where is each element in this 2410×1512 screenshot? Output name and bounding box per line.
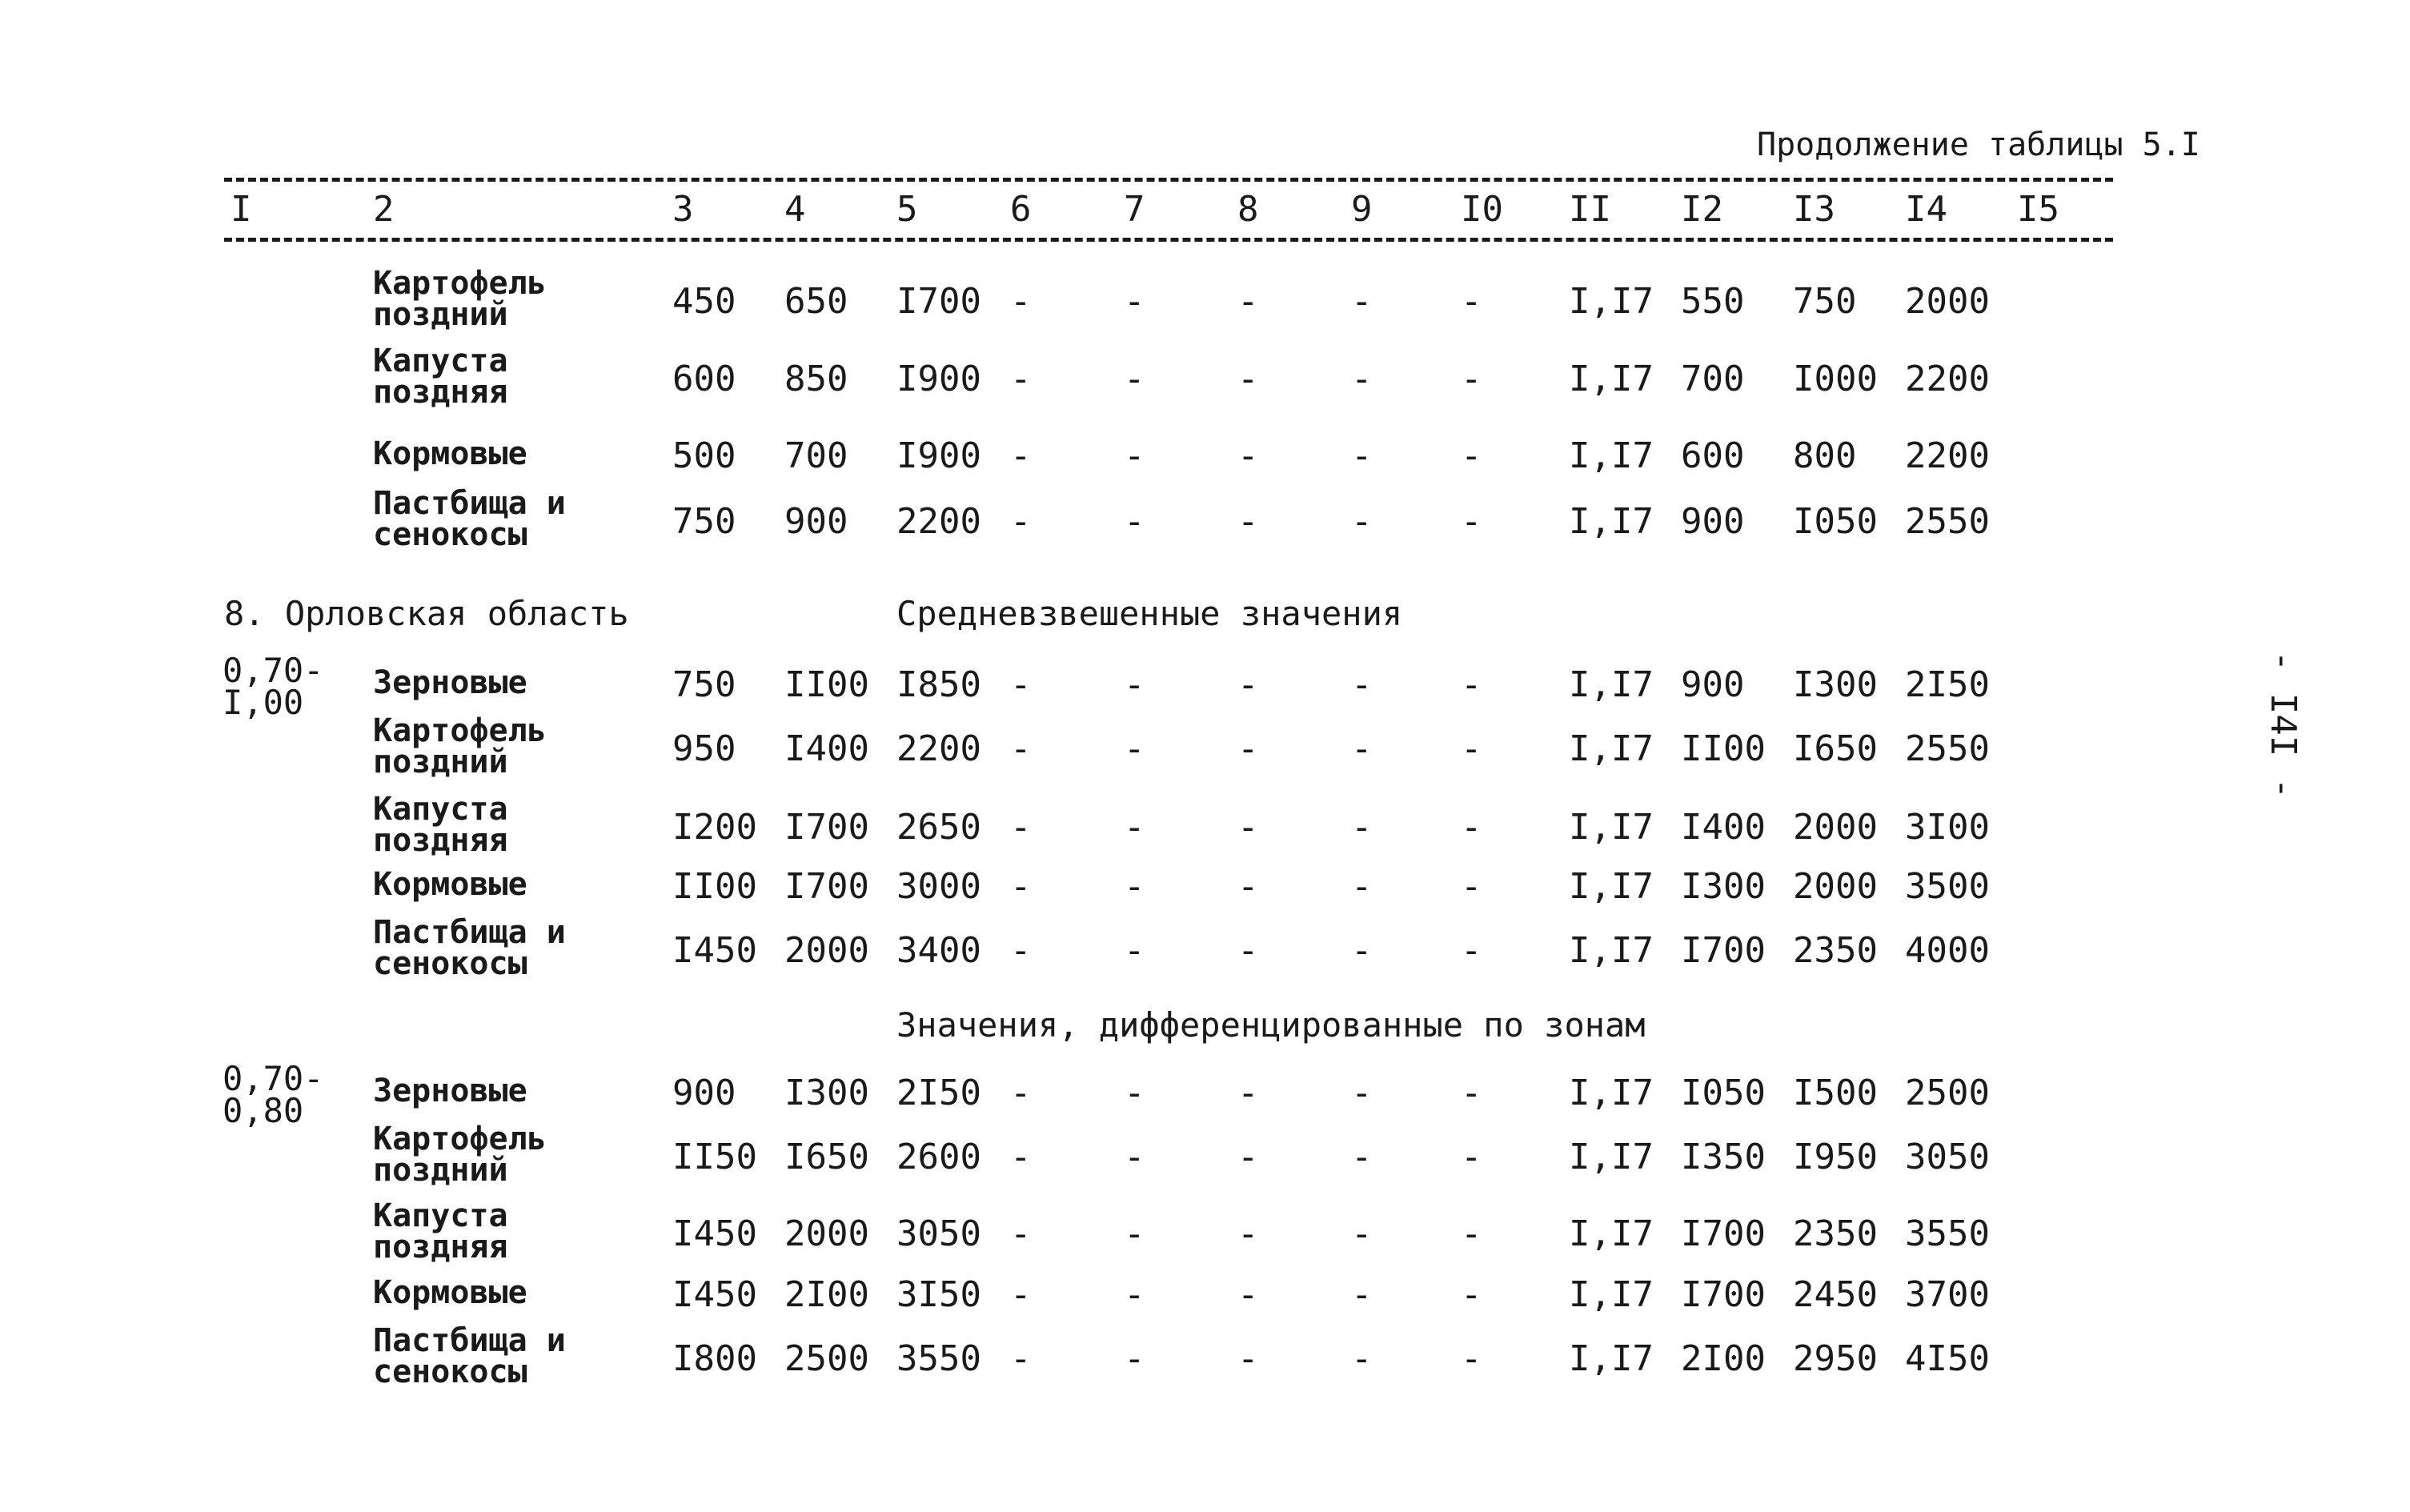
cell-value: -	[1461, 866, 1482, 907]
cell-value: 600	[672, 359, 736, 399]
cell-value: I,I7	[1569, 435, 1654, 476]
cell-value: 2500	[784, 1338, 869, 1379]
header-rule-top	[224, 178, 2113, 182]
crop-name-line: Кормовые	[373, 435, 527, 472]
cell-value: 2000	[1793, 807, 1878, 848]
cell-value: 3700	[1905, 1274, 1990, 1315]
cell-value: I900	[896, 359, 981, 399]
cell-value: 700	[784, 435, 848, 476]
range-code-line: 0,80	[223, 1091, 304, 1130]
crop-name-line: сенокосы	[373, 1354, 527, 1390]
crop-name	[373, 712, 547, 780]
range-code	[223, 1059, 324, 1130]
cell-value: I300	[784, 1073, 869, 1113]
cell-value: 500	[672, 435, 736, 476]
cell-value: -	[1010, 359, 1032, 399]
cell-value: -	[1124, 1213, 1145, 1254]
column-header-10: I0	[1461, 189, 1503, 230]
cell-value: I700	[896, 281, 981, 322]
crop-name	[373, 1121, 547, 1189]
cell-value: -	[1351, 866, 1373, 907]
crop-name-line: Картофель	[373, 712, 547, 749]
cell-value: I,I7	[1569, 1073, 1654, 1113]
range-code	[223, 651, 324, 722]
cell-value: I700	[1681, 1274, 1766, 1315]
cell-value: -	[1351, 1213, 1373, 1254]
cell-value: 3050	[1905, 1137, 1990, 1177]
cell-value: I350	[1681, 1137, 1766, 1177]
column-header-1: I	[231, 189, 252, 230]
cell-value: -	[1010, 807, 1032, 848]
crop-name-line: Картофель	[373, 1121, 547, 1157]
cell-value: I700	[784, 866, 869, 907]
crop-name-line: поздний	[373, 296, 508, 333]
crop-name-line: Кормовые	[373, 866, 527, 903]
cell-value: I300	[1793, 664, 1878, 705]
cell-value: I400	[784, 728, 869, 769]
cell-value: 2000	[784, 930, 869, 971]
crop-name	[373, 1322, 566, 1390]
cell-value: -	[1461, 1073, 1482, 1113]
column-header-9: 9	[1351, 189, 1373, 230]
cell-value: I050	[1681, 1073, 1766, 1113]
cell-value: II00	[784, 664, 869, 705]
cell-value: I,I7	[1569, 930, 1654, 971]
cell-value: 650	[784, 281, 848, 322]
cell-value: -	[1237, 807, 1259, 848]
cell-value: I650	[784, 1137, 869, 1177]
cell-value: I800	[672, 1338, 757, 1379]
cell-value: I,I7	[1569, 1137, 1654, 1177]
crop-name	[373, 914, 566, 982]
cell-value: -	[1010, 1073, 1032, 1113]
cell-value: 4I50	[1905, 1338, 1990, 1379]
crop-name-line: сенокосы	[373, 516, 527, 553]
crop-name	[373, 435, 527, 472]
cell-value: -	[1237, 281, 1259, 322]
cell-value: I,I7	[1569, 728, 1654, 769]
cell-value: -	[1351, 501, 1373, 542]
cell-value: -	[1124, 435, 1145, 476]
cell-value: II50	[672, 1137, 757, 1177]
cell-value: I,I7	[1569, 1213, 1654, 1254]
cell-value: -	[1010, 501, 1032, 542]
cell-value: -	[1351, 281, 1373, 322]
cell-value: -	[1124, 1073, 1145, 1113]
crop-name-line: поздняя	[373, 1229, 508, 1265]
cell-value: -	[1124, 664, 1145, 705]
cell-value: I,I7	[1569, 501, 1654, 542]
cell-value: -	[1124, 728, 1145, 769]
cell-value: 2350	[1793, 930, 1878, 971]
column-header-15: I5	[2017, 189, 2059, 230]
cell-value: 550	[1681, 281, 1745, 322]
cell-value: 2200	[1905, 359, 1990, 399]
crop-name-line: Кормовые	[373, 1274, 527, 1311]
crop-name	[373, 1274, 527, 1311]
column-header-13: I3	[1793, 189, 1835, 230]
cell-value: I700	[1681, 1213, 1766, 1254]
cell-value: -	[1010, 930, 1032, 971]
cell-value: -	[1461, 930, 1482, 971]
crop-name	[373, 265, 547, 333]
cell-value: -	[1461, 1338, 1482, 1379]
column-header-6: 6	[1010, 189, 1032, 230]
cell-value: -	[1010, 866, 1032, 907]
crop-name	[373, 343, 508, 411]
cell-value: -	[1237, 866, 1259, 907]
cell-value: 2200	[896, 728, 981, 769]
cell-value: -	[1461, 501, 1482, 542]
cell-value: -	[1124, 281, 1145, 322]
cell-value: 600	[1681, 435, 1745, 476]
crop-name	[373, 485, 566, 553]
cell-value: I700	[1681, 930, 1766, 971]
column-header-14: I4	[1905, 189, 1947, 230]
crop-name-line: сенокосы	[373, 945, 527, 982]
cell-value: I,I7	[1569, 1274, 1654, 1315]
cell-value: -	[1237, 1073, 1259, 1113]
cell-value: -	[1351, 435, 1373, 476]
cell-value: -	[1010, 664, 1032, 705]
cell-value: I650	[1793, 728, 1878, 769]
crop-name-line: Капуста	[373, 343, 508, 379]
cell-value: -	[1351, 930, 1373, 971]
cell-value: -	[1351, 728, 1373, 769]
cell-value: -	[1237, 1274, 1259, 1315]
cell-value: I,I7	[1569, 359, 1654, 399]
cell-value: -	[1124, 1338, 1145, 1379]
cell-value: I,I7	[1569, 866, 1654, 907]
range-code-line: I,00	[223, 683, 304, 722]
cell-value: -	[1461, 728, 1482, 769]
cell-value: 2000	[1793, 866, 1878, 907]
cell-value: I950	[1793, 1137, 1878, 1177]
cell-value: 3550	[896, 1338, 981, 1379]
column-header-7: 7	[1124, 189, 1145, 230]
crop-name-line: Зерновые	[373, 664, 527, 701]
cell-value: -	[1461, 1213, 1482, 1254]
cell-value: I300	[1681, 866, 1766, 907]
section-subheading: Средневзвешенные значения	[896, 594, 1403, 633]
cell-value: I000	[1793, 359, 1878, 399]
crop-name-line: Капуста	[373, 791, 508, 828]
crop-name-line: Пастбища и	[373, 485, 566, 522]
cell-value: 2I50	[896, 1073, 981, 1113]
cell-value: -	[1461, 435, 1482, 476]
crop-name	[373, 866, 527, 903]
cell-value: 2200	[1905, 435, 1990, 476]
cell-value: 3400	[896, 930, 981, 971]
range-code-line: 0,70-	[223, 1059, 324, 1098]
crop-name-line: поздний	[373, 744, 508, 780]
cell-value: -	[1351, 1274, 1373, 1315]
cell-value: I,I7	[1569, 281, 1654, 322]
cell-value: -	[1461, 281, 1482, 322]
cell-value: 3I00	[1905, 807, 1990, 848]
cell-value: 2200	[896, 501, 981, 542]
cell-value: 2I50	[1905, 664, 1990, 705]
cell-value: 2I00	[1681, 1338, 1766, 1379]
cell-value: I450	[672, 930, 757, 971]
cell-value: 900	[1681, 664, 1745, 705]
cell-value: -	[1010, 728, 1032, 769]
crop-name-line: поздняя	[373, 374, 508, 411]
column-header-2: 2	[373, 189, 395, 230]
cell-value: II00	[672, 866, 757, 907]
cell-value: -	[1237, 1338, 1259, 1379]
cell-value: I850	[896, 664, 981, 705]
cell-value: 850	[784, 359, 848, 399]
cell-value: I,I7	[1569, 1338, 1654, 1379]
cell-value: -	[1461, 359, 1482, 399]
cell-value: -	[1237, 728, 1259, 769]
range-code-line: 0,70-	[223, 651, 324, 690]
cell-value: -	[1237, 1137, 1259, 1177]
cell-value: 950	[672, 728, 736, 769]
crop-name-line: Картофель	[373, 265, 547, 302]
cell-value: 3I50	[896, 1274, 981, 1315]
cell-value: -	[1124, 1137, 1145, 1177]
cell-value: -	[1351, 1137, 1373, 1177]
cell-value: -	[1010, 435, 1032, 476]
cell-value: I700	[784, 807, 869, 848]
cell-value: -	[1237, 1213, 1259, 1254]
cell-value: I,I7	[1569, 664, 1654, 705]
cell-value: -	[1124, 359, 1145, 399]
cell-value: I450	[672, 1213, 757, 1254]
crop-name-line: Пастбища и	[373, 914, 566, 951]
crop-name-line: поздний	[373, 1152, 508, 1189]
cell-value: 2950	[1793, 1338, 1878, 1379]
crop-name	[373, 1073, 527, 1109]
cell-value: 450	[672, 281, 736, 322]
cell-value: 3050	[896, 1213, 981, 1254]
cell-value: I450	[672, 1274, 757, 1315]
cell-value: 3000	[896, 866, 981, 907]
header-rule-bottom	[224, 238, 2113, 242]
cell-value: 2000	[784, 1213, 869, 1254]
cell-value: 750	[1793, 281, 1857, 322]
cell-value: -	[1010, 281, 1032, 322]
cell-value: -	[1351, 359, 1373, 399]
cell-value: -	[1124, 930, 1145, 971]
crop-name	[373, 664, 527, 701]
cell-value: -	[1010, 1137, 1032, 1177]
crop-name-line: Пастбища и	[373, 1322, 566, 1359]
cell-value: -	[1237, 501, 1259, 542]
column-header-4: 4	[784, 189, 806, 230]
cell-value: 750	[672, 501, 736, 542]
cell-value: -	[1124, 1274, 1145, 1315]
cell-value: 2600	[896, 1137, 981, 1177]
cell-value: 2000	[1905, 281, 1990, 322]
cell-value: -	[1010, 1274, 1032, 1315]
cell-value: -	[1237, 664, 1259, 705]
cell-value: 2450	[1793, 1274, 1878, 1315]
column-header-12: I2	[1681, 189, 1723, 230]
crop-name-line: Капуста	[373, 1197, 508, 1234]
cell-value: -	[1124, 807, 1145, 848]
cell-value: -	[1237, 359, 1259, 399]
cell-value: 2650	[896, 807, 981, 848]
cell-value: 2350	[1793, 1213, 1878, 1254]
crop-name-line: поздняя	[373, 822, 508, 859]
cell-value: 2500	[1905, 1073, 1990, 1113]
section-subheading: Значения, дифференцированные по зонам	[896, 1005, 1646, 1045]
cell-value: -	[1351, 807, 1373, 848]
page-number: - I4I -	[2263, 650, 2304, 800]
cell-value: -	[1237, 435, 1259, 476]
cell-value: -	[1351, 1073, 1373, 1113]
crop-name-line: Зерновые	[373, 1073, 527, 1109]
cell-value: 900	[672, 1073, 736, 1113]
cell-value: -	[1237, 930, 1259, 971]
crop-name	[373, 1197, 508, 1265]
cell-value: 3550	[1905, 1213, 1990, 1254]
crop-name	[373, 791, 508, 859]
cell-value: 3500	[1905, 866, 1990, 907]
cell-value: 4000	[1905, 930, 1990, 971]
cell-value: -	[1461, 807, 1482, 848]
cell-value: -	[1124, 866, 1145, 907]
cell-value: -	[1461, 1137, 1482, 1177]
cell-value: 2550	[1905, 728, 1990, 769]
cell-value: I900	[896, 435, 981, 476]
cell-value: 900	[784, 501, 848, 542]
region-title: 8. Орловская область	[224, 594, 629, 633]
cell-value: -	[1351, 1338, 1373, 1379]
column-header-8: 8	[1237, 189, 1259, 230]
cell-value: -	[1351, 664, 1373, 705]
cell-value: 2I00	[784, 1274, 869, 1315]
cell-value: 900	[1681, 501, 1745, 542]
cell-value: 700	[1681, 359, 1745, 399]
column-header-11: II	[1569, 189, 1611, 230]
column-header-5: 5	[896, 189, 918, 230]
cell-value: -	[1010, 1338, 1032, 1379]
cell-value: 800	[1793, 435, 1857, 476]
cell-value: -	[1461, 1274, 1482, 1315]
cell-value: I,I7	[1569, 807, 1654, 848]
cell-value: I400	[1681, 807, 1766, 848]
cell-value: -	[1124, 501, 1145, 542]
cell-value: II00	[1681, 728, 1766, 769]
column-header-3: 3	[672, 189, 694, 230]
cell-value: 2550	[1905, 501, 1990, 542]
cell-value: -	[1010, 1213, 1032, 1254]
cell-value: -	[1461, 664, 1482, 705]
cell-value: I500	[1793, 1073, 1878, 1113]
cell-value: I050	[1793, 501, 1878, 542]
cell-value: 750	[672, 664, 736, 705]
cell-value: I200	[672, 807, 757, 848]
table-caption: Продолжение таблицы 5.I	[1757, 126, 2200, 163]
